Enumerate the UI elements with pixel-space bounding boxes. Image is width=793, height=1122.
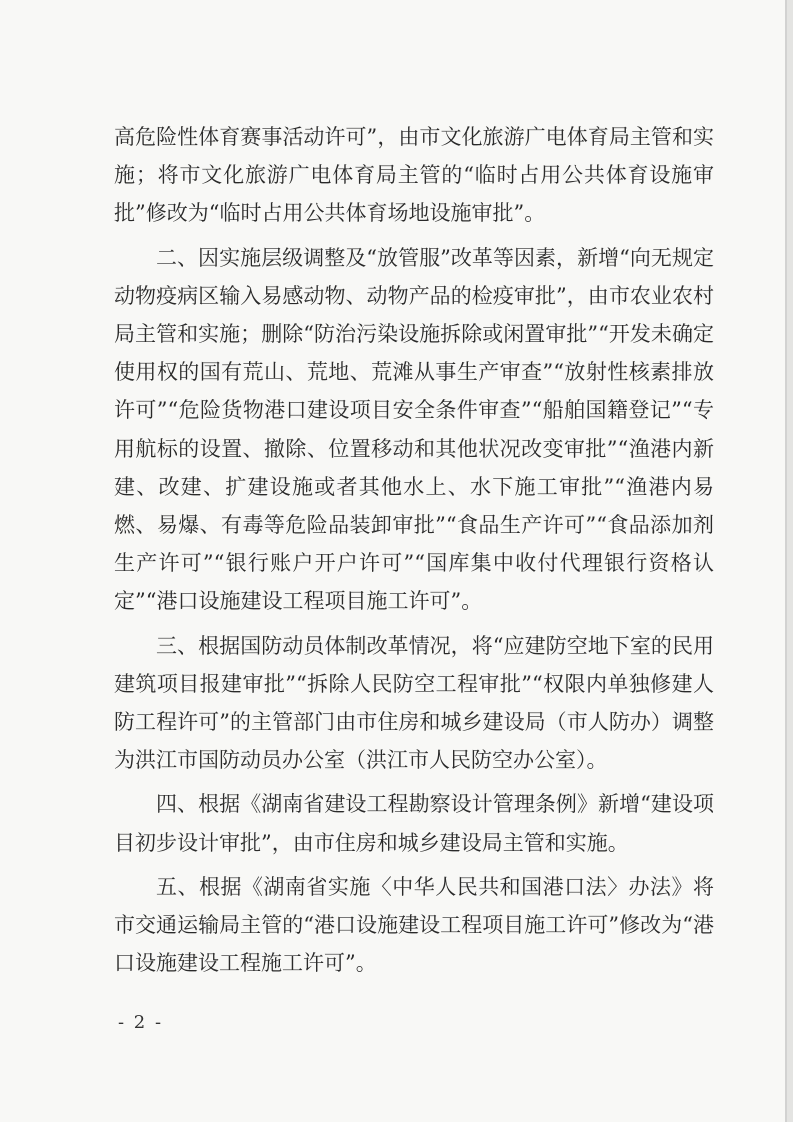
page-edge <box>787 0 793 1122</box>
paragraph-continuation: 高危险性体育赛事活动许可”，由市文化旅游广电体育局主管和实施；将市文化旅游广电体育局主管的“临时占用公共体育设施审批”修改为“临时占用公共体育场地设施审批”。 <box>114 125 714 226</box>
page-edge-line <box>785 0 787 1122</box>
document-body <box>114 118 714 988</box>
paragraph-item-4: 四、根据《湖南省建设工程勘察设计管理条例》新增“建设项目初步设计审批”，由市住房和城乡建设局主管和实施。 <box>114 792 714 855</box>
paragraph-item-2: 二、因实施层级调整及“放管服”改革等因素，新增“向无规定动物疫病区输入易感动物、动物产品的检疫审批”，由市农业农村局主管和实施；删除“防治污染设施拆除或闲置审批”“开发未确定使用权的国有荒山、荒地、荒滩从事生产审查”“放射性核素排放许可”“危险货物港口建设项目安全条件审查”“船舶国籍登记”“专用航标的设置、撤除、位置移动和其他状况改变审批”“渔港内新建、改建、扩建设施或者其他水上、水下施工审批”“渔港内易燃、易爆、有毒等危险品装卸审批”“食品生产许可”“食品添加剂生产许可”“银行账户开户许可”“国库集中收付代理银行资格认定”“港口设施建设工程项目施工许可”。 <box>114 245 714 614</box>
paragraph-item-3: 三、根据国防动员体制改革情况，将“应建防空地下室的民用建筑项目报建审批”“拆除人民防空工程审批”“权限内单独修建人防工程许可”的主管部门由市住房和城乡建设局（市人防办）调整为洪江市国防动员办公室（洪江市人民防空办公室）。 <box>114 633 714 773</box>
page-number: - 2 - <box>118 1012 164 1033</box>
paragraph-item-5: 五、根据《湖南省实施〈中华人民共和国港口法〉办法》将市交通运输局主管的“港口设施建设工程项目施工许可”修改为“港口设施建设工程施工许可”。 <box>114 874 714 976</box>
